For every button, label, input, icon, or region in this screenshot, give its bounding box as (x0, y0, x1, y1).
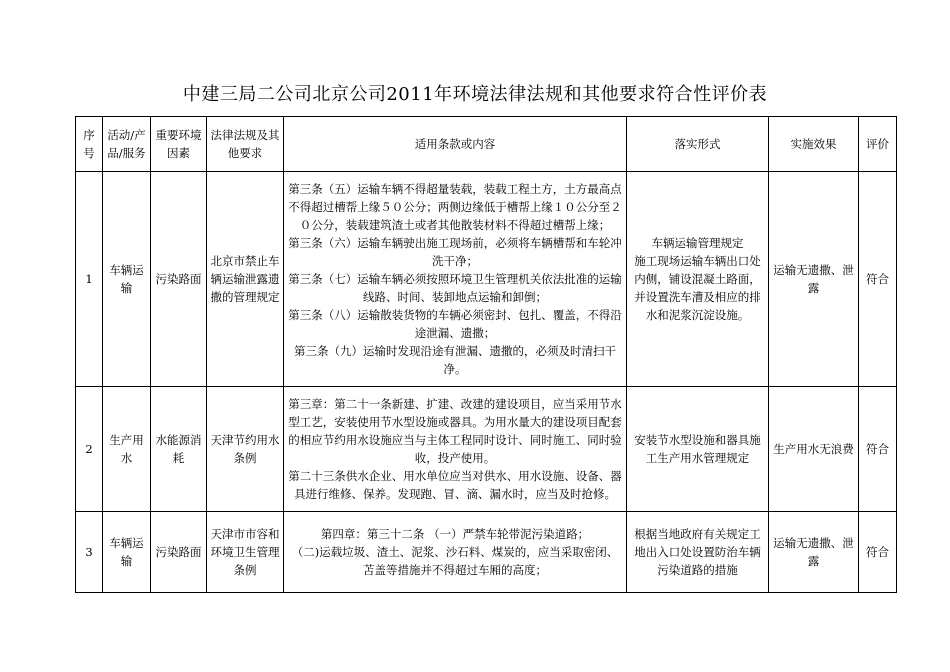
cell-law: 天津市市容和环境卫生管理条例 (207, 512, 284, 593)
header-factor: 重要环境因素 (151, 117, 207, 172)
cell-activity: 生产用水 (103, 387, 151, 512)
header-evaluation: 评价 (859, 117, 897, 172)
cell-evaluation: 符合 (859, 172, 897, 387)
header-seq: 序号 (76, 117, 103, 172)
table-header-row (76, 117, 897, 172)
cell-law: 北京市禁止车辆运输泄露遗撒的管理规定 (207, 172, 284, 387)
page-title: 中建三局二公司北京公司2011年环境法律法规和其他要求符合性评价表 (182, 84, 768, 105)
content-clause: （二)运载垃圾、渣土、泥浆、沙石料、煤炭的，应当采取密闭、苫盖等措施并不得超过车厢的高度； (291, 545, 619, 577)
cell-factor: 污染路面 (151, 172, 207, 387)
evaluation-table (75, 116, 897, 593)
content-clause: 第三条（六）运输车辆驶出施工现场前，必须将车辆槽帮和车轮冲洗干净； (288, 236, 622, 268)
content-clause: 第三条（五）运输车辆不得超量装载，装载工程土方，土方最高点不得超过槽帮上缘５０公分；两侧边缘低于槽帮上缘１０公分至２０公分，装载建筑渣土或者其他散装材料不得超过槽帮上缘； (288, 182, 622, 232)
cell-effect: 运输无遗撒、泄露 (769, 512, 859, 593)
cell-evaluation: 符合 (859, 512, 897, 593)
table-row (76, 512, 897, 593)
content-clause: 第三条（九）运输时发现沿途有泄漏、遗撒的，必须及时清扫干净。 (294, 344, 616, 376)
content-clause: 第三条（七）运输车辆必须按照环境卫生管理机关依法批准的运输线路、时间、装卸地点运输和卸倒； (288, 272, 622, 304)
table-row (76, 172, 897, 387)
cell-evaluation: 符合 (859, 387, 897, 512)
cell-content (284, 172, 627, 387)
cell-factor: 污染路面 (151, 512, 207, 593)
content-clause: 第三条（八）运输散装货物的车辆必须密封、包扎、覆盖，不得沿途泄漏、遗撒； (288, 308, 622, 340)
cell-seq: 2 (76, 387, 103, 512)
cell-seq: 3 (76, 512, 103, 593)
cell-seq: 1 (76, 172, 103, 387)
table-row (76, 387, 897, 512)
cell-content (284, 387, 627, 512)
content-clause: 第二十三条供水企业、用水单位应当对供水、用水设施、设备、器具进行维修、保养。发现跑、冒、滴、漏水时，应当及时抢修。 (288, 469, 622, 501)
cell-activity: 车辆运输 (103, 512, 151, 593)
cell-content (284, 512, 627, 593)
content-clause: 第四章：第三十二条 （一）严禁车轮带泥污染道路； (320, 527, 590, 541)
cell-implementation: 安装节水型设施和器具施工生产用水管理规定 (627, 387, 769, 512)
cell-activity: 车辆运输 (103, 172, 151, 387)
header-activity: 活动/产品/服务 (103, 117, 151, 172)
cell-effect: 生产用水无浪费 (769, 387, 859, 512)
cell-law: 天津节约用水条例 (207, 387, 284, 512)
cell-implementation: 根据当地政府有关规定工地出入口处设置防治车辆污染道路的措施 (627, 512, 769, 593)
header-implementation: 落实形式 (627, 117, 769, 172)
header-law: 法律法规及其他要求 (207, 117, 284, 172)
cell-factor: 水能源消耗 (151, 387, 207, 512)
cell-implementation: 车辆运输管理规定 施工现场运输车辆出口处内侧，铺设混凝土路面，并设置洗车漕及相应的排水和泥浆沉淀设施。 (627, 172, 769, 387)
header-effect: 实施效果 (769, 117, 859, 172)
header-content: 适用条款或内容 (284, 117, 627, 172)
content-clause: 第三章：第二十一条新建、扩建、改建的建设项目，应当采用节水型工艺，安装使用节水型设施或器具。为用水量大的建设项目配套的相应节约用水设施应当与主体工程同时设计、同时施工、同时验收，投产使用。 (288, 397, 622, 465)
cell-effect: 运输无遗撒、泄露 (769, 172, 859, 387)
